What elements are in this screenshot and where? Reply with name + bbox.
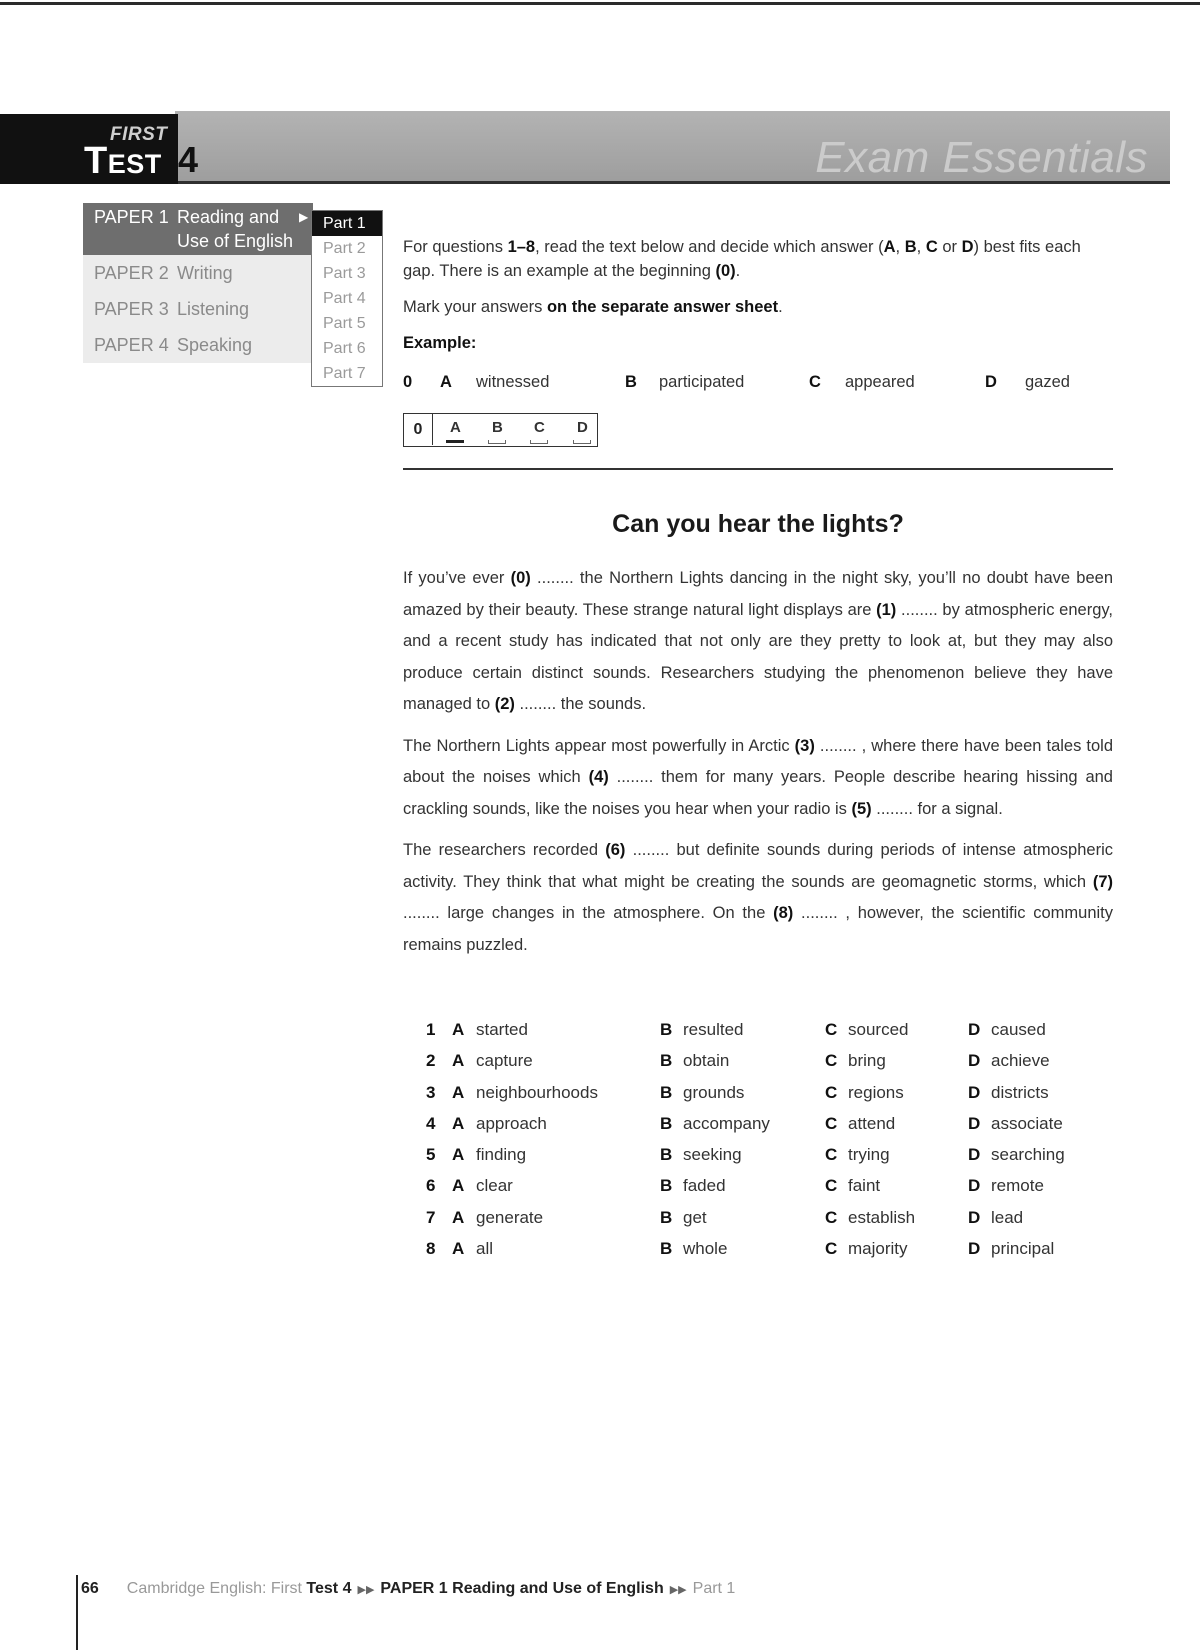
option-c[interactable]: attend — [848, 1113, 896, 1133]
test-label: Test — [84, 140, 162, 182]
question-number: 5 — [426, 1145, 436, 1165]
paper-nav-item-paper1[interactable] — [83, 203, 313, 255]
option-letter-d: D — [968, 1113, 981, 1133]
article-title: Can you hear the lights? — [612, 510, 904, 538]
option-letter-d: D — [968, 1145, 981, 1165]
example-row — [403, 373, 1103, 397]
example-c-letter: C — [809, 373, 821, 391]
option-letter-a: A — [452, 1113, 465, 1133]
page-number: 66 — [81, 1580, 99, 1597]
options-row-1 — [421, 1020, 1121, 1051]
option-b[interactable]: grounds — [683, 1082, 745, 1102]
part-nav-item-3[interactable]: Part 3 — [323, 265, 366, 282]
double-arrow-icon: ▶▶ — [669, 1584, 687, 1596]
paper-num: PAPER 1 — [94, 207, 169, 227]
option-d[interactable]: remote — [991, 1176, 1044, 1196]
option-letter-a: A — [452, 1207, 465, 1227]
option-letter-b: B — [660, 1239, 673, 1259]
footer-part: Part 1 — [692, 1580, 736, 1597]
option-c[interactable]: faint — [848, 1176, 881, 1196]
example-d-word: gazed — [1025, 373, 1070, 391]
option-letter-a: A — [452, 1020, 465, 1039]
question-number: 2 — [426, 1051, 436, 1071]
option-letter-b: B — [660, 1082, 673, 1102]
option-a[interactable]: all — [476, 1239, 494, 1259]
footer-rule — [76, 1575, 78, 1650]
example-label: Example: — [403, 334, 477, 352]
option-letter-a: A — [452, 1051, 465, 1071]
example-a-letter: A — [440, 373, 452, 391]
paper-name: Speaking — [177, 335, 253, 355]
option-letter-a: A — [452, 1239, 465, 1259]
option-b[interactable]: obtain — [683, 1051, 730, 1071]
options-row-7 — [421, 1208, 1121, 1239]
example-b-letter: B — [625, 373, 637, 391]
test-badge — [0, 114, 178, 184]
first-label: FIRST — [110, 124, 168, 145]
brand-title: Exam Essentials — [815, 133, 1148, 182]
answer-mark-b — [488, 440, 506, 444]
option-c[interactable]: sourced — [848, 1020, 909, 1039]
answer-mark-c — [530, 440, 548, 444]
answer-grid-num: 0 — [404, 414, 433, 445]
paper-name: Writing — [177, 263, 233, 283]
option-letter-c: C — [825, 1145, 838, 1165]
instructions — [403, 235, 1113, 367]
answer-options-table — [421, 1020, 1121, 1270]
instruction-line-2: Mark your answers on the separate answer sheet. — [403, 298, 783, 316]
option-letter-b: B — [660, 1020, 673, 1039]
footer-test: Test 4 — [306, 1580, 352, 1597]
options-row-6 — [421, 1176, 1121, 1207]
part-nav-item-2[interactable]: Part 2 — [323, 240, 366, 257]
option-letter-b: B — [660, 1145, 673, 1165]
example-answer-grid — [403, 413, 598, 447]
option-letter-c: C — [825, 1176, 838, 1196]
option-letter-a: A — [452, 1176, 465, 1196]
paper-num: PAPER 2 — [94, 263, 169, 283]
example-num: 0 — [403, 373, 413, 391]
top-rule — [0, 2, 1200, 5]
part-nav-item-7[interactable]: Part 7 — [323, 365, 366, 382]
answer-option-a[interactable]: A — [450, 419, 461, 436]
part-nav-item-4[interactable]: Part 4 — [323, 290, 366, 307]
option-letter-c: C — [825, 1082, 838, 1102]
test-number: 4 — [178, 139, 199, 180]
option-b[interactable]: faded — [683, 1176, 726, 1196]
part-nav-item-6[interactable]: Part 6 — [323, 340, 366, 357]
part-nav — [311, 210, 383, 387]
section-divider — [403, 468, 1113, 470]
option-a[interactable]: clear — [476, 1176, 513, 1196]
option-b[interactable]: get — [683, 1207, 707, 1227]
question-number: 3 — [426, 1082, 436, 1102]
option-b[interactable]: whole — [683, 1239, 728, 1259]
option-c[interactable]: regions — [848, 1082, 904, 1102]
example-d-letter: D — [985, 373, 997, 391]
option-letter-c: C — [825, 1051, 838, 1071]
question-number: 6 — [426, 1176, 436, 1196]
paper-name-line1: Reading and — [177, 207, 280, 227]
question-number: 8 — [426, 1239, 436, 1259]
instruction-line-1: For questions 1–8, read the text below and decide which answer (A, B, C or D) best fits each gap. There is an example at the beginning (0). — [403, 238, 1081, 280]
footer — [81, 1580, 735, 1598]
option-letter-b: B — [660, 1051, 673, 1071]
paper-name — [177, 205, 293, 253]
answer-mark-a-filled — [446, 440, 464, 443]
option-letter-d: D — [968, 1176, 981, 1196]
options-row-8 — [421, 1239, 1121, 1270]
option-a[interactable]: generate — [476, 1207, 544, 1227]
article-paragraph-1: If you’ve ever (0) ........ the Northern Lights dancing in the night sky, you’ll no doubt have been amazed by their beauty. These strange natural light displays are (1) ........ by atmospheric energy, and a recent study has indicated that not only are they pretty to look at, but they may also produce certain distinct sounds. Researchers studying the phenomenon believe they have managed to (2) ........ the sounds. — [403, 569, 1113, 713]
option-d[interactable]: achieve — [991, 1051, 1050, 1071]
option-letter-c: C — [825, 1239, 838, 1259]
question-number: 4 — [426, 1113, 436, 1133]
paper-nav-item-paper3[interactable] — [83, 291, 313, 327]
footer-book: Cambridge English: First — [126, 1580, 307, 1597]
option-letter-d: D — [968, 1239, 981, 1259]
article-paragraph-3: The researchers recorded (6) ........ but definite sounds during periods of intense atmospheric activity. They think that what might be creating the sounds are geomagnetic storms, which (7) ........ large changes in the atmosphere. On the (8) ........ , however, the scientific community remains puzzled. — [403, 841, 1113, 954]
article-paragraph-2: The Northern Lights appear most powerfully in Arctic (3) ........ , where there have been tales told about the noises which (4) ........ them for many years. People describe hearing hissing and crackling sounds, like the noises you hear when your radio is (5) ........ for a signal. — [403, 736, 1113, 818]
paper-name-line2: Use of English — [177, 231, 294, 251]
example-a-word: witnessed — [476, 373, 550, 391]
option-b[interactable]: resulted — [683, 1020, 744, 1039]
option-a[interactable]: capture — [476, 1051, 533, 1071]
answer-option-c[interactable]: C — [534, 419, 545, 436]
option-letter-d: D — [968, 1051, 981, 1071]
paper-nav-item-paper2[interactable] — [83, 255, 313, 291]
option-c[interactable]: establish — [848, 1207, 916, 1227]
example-c-word: appeared — [845, 373, 915, 391]
header-band — [175, 111, 1170, 184]
option-letter-b: B — [660, 1176, 673, 1196]
caret-right-icon: ▶ — [299, 210, 309, 224]
option-d[interactable]: caused — [991, 1020, 1046, 1039]
option-a[interactable]: finding — [476, 1145, 527, 1165]
answer-option-b[interactable]: B — [492, 419, 503, 436]
header — [0, 111, 1170, 183]
option-d[interactable]: principal — [991, 1239, 1055, 1259]
answer-mark-d — [573, 440, 591, 444]
option-d[interactable]: districts — [991, 1082, 1049, 1102]
footer-paper: PAPER 1 Reading and Use of English — [380, 1580, 664, 1597]
option-letter-c: C — [825, 1207, 838, 1227]
example-b-word: participated — [659, 373, 745, 391]
option-a[interactable]: approach — [476, 1113, 547, 1133]
option-letter-b: B — [660, 1113, 673, 1133]
option-c[interactable]: bring — [848, 1051, 886, 1071]
question-number: 1 — [426, 1020, 436, 1039]
option-letter-d: D — [968, 1020, 981, 1039]
answer-option-d[interactable]: D — [577, 419, 588, 436]
options-row-3 — [421, 1083, 1121, 1114]
option-d[interactable]: lead — [991, 1207, 1024, 1227]
part-nav-item-1[interactable]: Part 1 — [312, 211, 382, 236]
options-row-2 — [421, 1051, 1121, 1082]
paper-nav — [83, 203, 313, 363]
paper-name: Listening — [177, 299, 250, 319]
double-arrow-icon: ▶▶ — [357, 1584, 375, 1596]
paper-nav-item-paper4[interactable] — [83, 327, 313, 363]
paper-num: PAPER 4 — [94, 335, 169, 355]
paper-num: PAPER 3 — [94, 299, 169, 319]
option-letter-d: D — [968, 1207, 981, 1227]
option-letter-c: C — [825, 1020, 838, 1039]
option-a[interactable]: started — [476, 1020, 528, 1039]
options-row-5 — [421, 1145, 1121, 1176]
part-nav-item-5[interactable]: Part 5 — [323, 315, 366, 332]
option-d[interactable]: searching — [991, 1145, 1065, 1165]
options-row-4 — [421, 1114, 1121, 1145]
option-d[interactable]: associate — [991, 1113, 1063, 1133]
option-c[interactable]: trying — [848, 1145, 890, 1165]
option-letter-a: A — [452, 1082, 465, 1102]
option-letter-b: B — [660, 1207, 673, 1227]
option-letter-c: C — [825, 1113, 838, 1133]
question-number: 7 — [426, 1207, 436, 1227]
article-body — [403, 563, 1113, 971]
option-letter-d: D — [968, 1082, 981, 1102]
option-c[interactable]: majority — [848, 1239, 908, 1259]
option-b[interactable]: accompany — [683, 1113, 770, 1133]
option-a[interactable]: neighbourhoods — [476, 1082, 598, 1102]
option-letter-a: A — [452, 1145, 465, 1165]
option-b[interactable]: seeking — [683, 1145, 742, 1165]
